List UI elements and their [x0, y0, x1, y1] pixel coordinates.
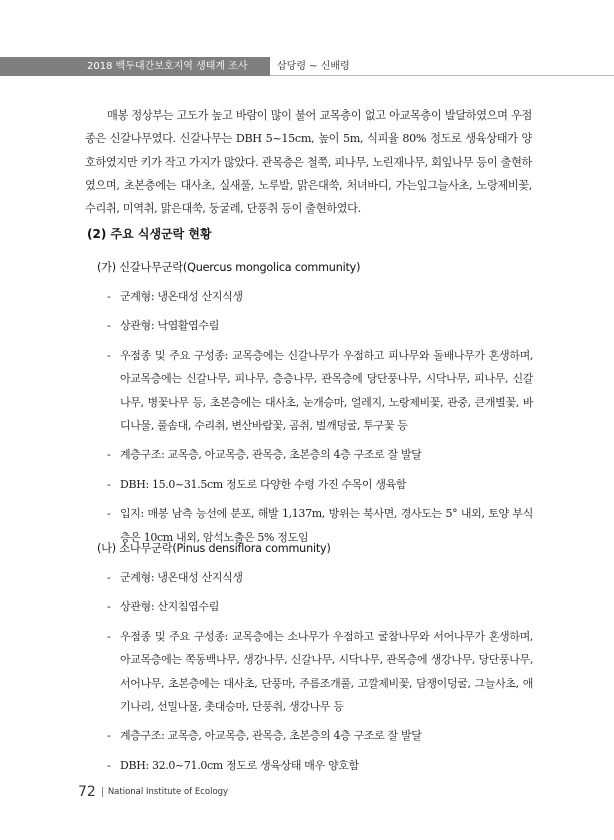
- list-item: [107, 754, 533, 777]
- list-item-text: 우점종 및 주요 구성종: 교목층에는 소나무가 우점하고 굴참나무와 서어나무가 혼생하며, 아교목층에는 쪽동백나무, 생강나무, 신갈나무, 시닥나무, 관목층에 생강나무, 당단풍나무, 서어나무, 초본층에는 대사초, 단풍마, 주름조개풀, 고깔제비꽃, 담쟁이덩굴, 그늘사초, 애기나리, 선밀나물, 촛대승마, 단풍취, 생강나무 등: [120, 629, 533, 713]
- community-heading-quercus: (가) 신갈나무군락(Quercus mongolica community): [97, 261, 361, 274]
- list-item-text: 군계형: 냉온대성 산지식생: [120, 571, 243, 584]
- list-item-text: 우점종 및 주요 구성종: 교목층에는 신갈나무가 우점하고 피나무와 돌배나무가 혼생하며, 아교목층에는 신갈나무, 피나무, 층층나무, 관목층에 당단풍나무, 시닥나무, 피나무, 신갈나무, 병꽃나무 등, 초본층에는 대사초, 눈개승마, 얼레지, 노랑제비꽃, 관중, 큰개별꽃, 바디나물, 풀솜대, 수리취, 변산바람꽃, 곰취, 벌깨덩굴, 투구꽃 등: [120, 348, 533, 432]
- dash-bullet: -: [107, 448, 111, 462]
- dash-bullet: -: [107, 571, 111, 584]
- list-item: [107, 595, 533, 618]
- dash-bullet: -: [107, 758, 111, 772]
- list-item-text: 계층구조: 교목층, 아교목층, 관목층, 초본층의 4층 구조로 잘 발달: [120, 729, 422, 743]
- community-list-pinus: [107, 566, 533, 783]
- dash-bullet: -: [107, 507, 111, 521]
- dash-bullet: -: [107, 290, 111, 303]
- list-item-text: 계층구조: 교목층, 아교목층, 관목층, 초본층의 4층 구조로 잘 발달: [120, 448, 422, 462]
- list-item: [107, 625, 533, 718]
- footer-divider: [102, 787, 103, 797]
- organization-name: National Institute of Ecology: [107, 786, 229, 797]
- list-item-text: 상관형: 산지침엽수림: [120, 600, 219, 614]
- list-item: [107, 344, 533, 437]
- dash-bullet: -: [107, 629, 111, 643]
- list-item-text: DBH: 15.0~31.5cm 정도로 다양한 수령 가진 수목이 생육함: [120, 477, 407, 491]
- list-item: [107, 566, 533, 589]
- list-item-text: DBH: 32.0~71.0cm 정도로 생육상태 매우 양호함: [120, 758, 359, 772]
- dash-bullet: -: [107, 600, 111, 614]
- list-item: [107, 724, 533, 747]
- section-range: 삽당령 ~ 신배령: [277, 61, 350, 72]
- list-item: [107, 443, 533, 466]
- section-heading: (2) 주요 식생군락 현황: [87, 227, 212, 241]
- intro-paragraph: 매봉 정상부는 고도가 높고 바람이 많이 불어 교목층이 없고 아교목층이 발달하였으며 우점종은 신갈나무였다. 신갈나무는 DBH 5~15cm, 높이 5m, 식피율 80% 정도로 생육상태가 양호하였지만 키가 작고 가지가 많았다. 관목층은 철쭉, 피나무, 노린재나무, 회잎나무 등이 출현하였으며, 초본층에는 대사초, 실새풀, 노루발, 맑은대쑥, 처녀바디, 가는잎그늘사초, 노랑제비꽃, 수리취, 미역취, 맑은대쑥, 둥굴레, 단풍취 등이 출현하였다.: [85, 109, 532, 216]
- page-footer: [78, 781, 228, 799]
- community-heading-pinus: (나) 소나무군락(Pinus densiflora community): [97, 542, 331, 555]
- dash-bullet: -: [107, 729, 111, 743]
- dash-bullet: -: [107, 477, 111, 491]
- list-item: [107, 314, 533, 337]
- list-item-text: 상관형: 낙엽활엽수림: [120, 319, 219, 333]
- list-item-text: 군계형: 냉온대성 산지식생: [120, 290, 243, 303]
- list-item-text: 입지: 매봉 남측 능선에 분포, 해발 1,137m, 방위는 북사면, 경사도는 5° 내외, 토양 부식층은 10cm 내외, 암석노출은 5% 정도임: [120, 507, 533, 544]
- community-list-quercus: [107, 285, 533, 555]
- page-number: 72: [78, 783, 96, 800]
- dash-bullet: -: [107, 348, 111, 362]
- list-item: [107, 285, 533, 308]
- list-item: [107, 473, 533, 496]
- dash-bullet: -: [107, 319, 111, 333]
- report-title: 2018 백두대간보호지역 생태계 조사: [87, 61, 248, 72]
